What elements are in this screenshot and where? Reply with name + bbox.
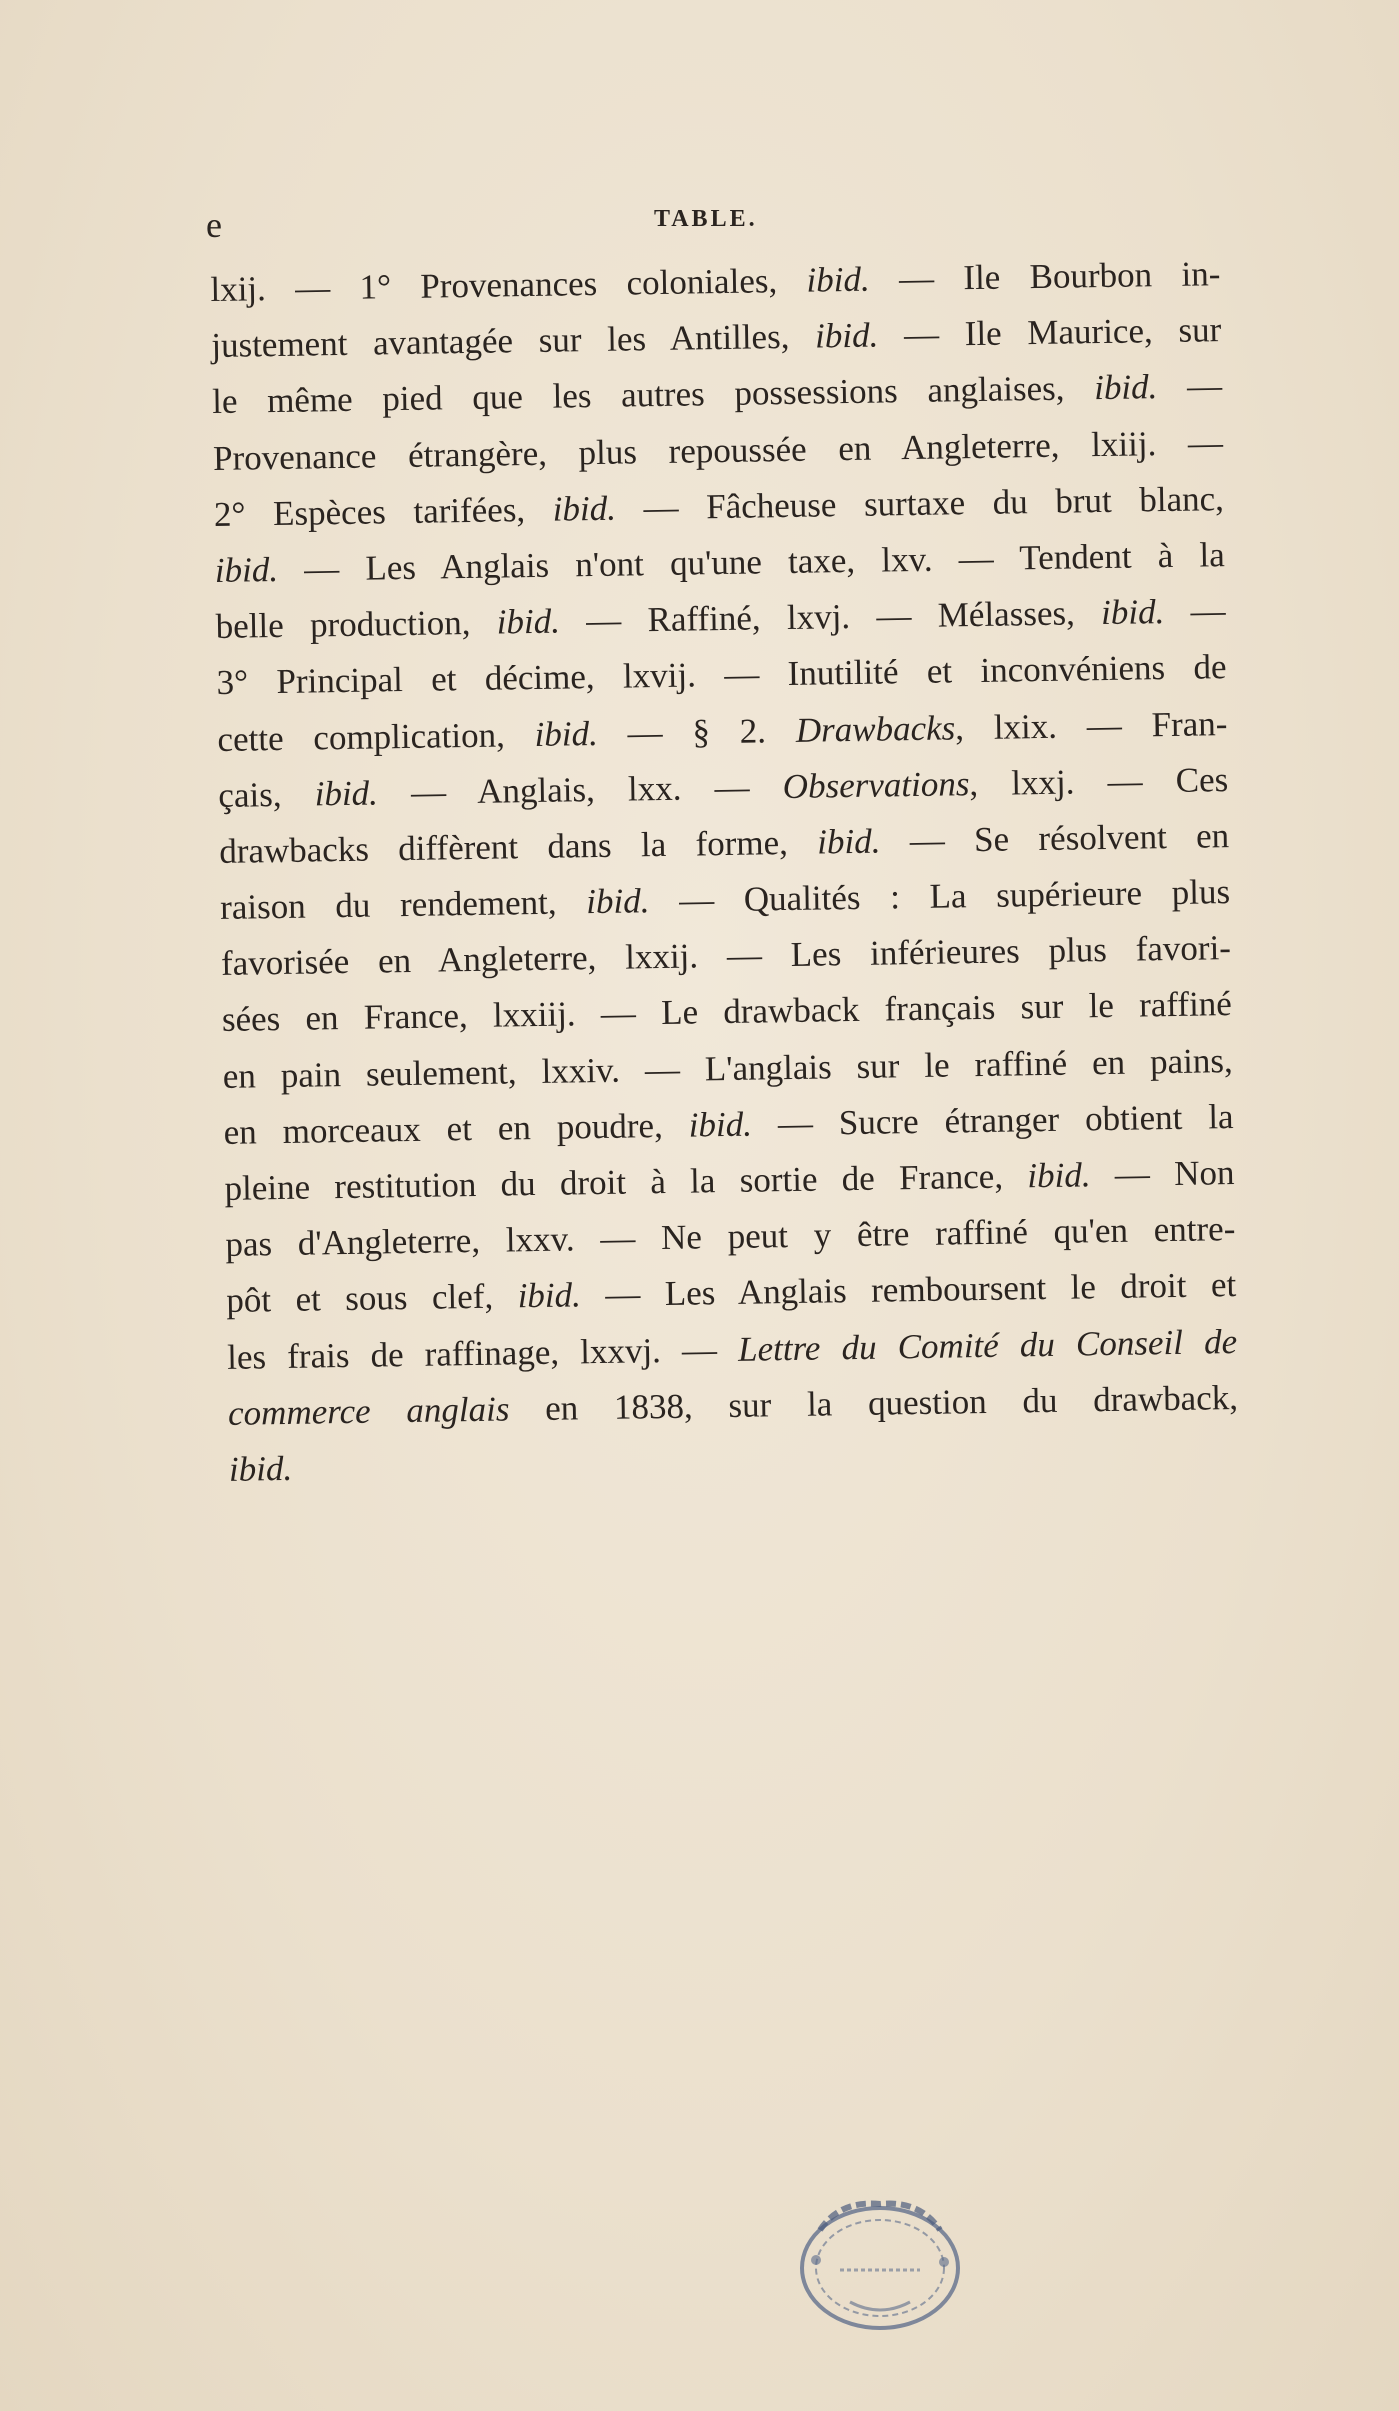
text-segment: cette complication, [217,714,535,759]
italic-reference: Lettre du Comité du Conseil de [737,1321,1238,1369]
italic-reference: ibid. [214,549,279,590]
text-segment: — Ile Maurice, sur [878,310,1222,355]
text-segment: çais, [218,774,315,815]
page-header [206,198,1206,248]
text-segment: — [1163,591,1226,632]
italic-reference: ibid. [806,259,871,300]
text-segment: — Les Anglais n'ont qu'une taxe, lxv. — Tendent à la [277,535,1226,589]
text-segment: — Sucre étranger obtient la [751,1096,1234,1144]
text-segment: — Non [1090,1153,1235,1195]
text-segment: drawbacks diffèrent dans la forme, [218,822,818,871]
text-segment: — [1157,366,1223,407]
text-segment: les frais de raffinage, lxxvj. — [226,1329,739,1377]
text-segment: Provenance étrangère, plus repoussée en Angleterre, lxiij. — [212,422,1224,478]
running-title: TABLE. [654,206,758,232]
text-segment: pôt et sous clef, [226,1276,518,1321]
text-segment: — Anglais, lxx. — [377,766,784,813]
italic-reference: ibid. [228,1448,293,1489]
library-stamp-icon [780,2190,980,2340]
text-segment: , lxxj. — Ces [969,759,1229,803]
text-segment: — Se résolvent en [880,815,1230,861]
text-segment: — Les Anglais remboursent le droit et [580,1265,1237,1315]
table-of-contents-text [210,246,1239,1498]
page-signature-letter: e [206,205,222,245]
text-segment: justement avantagée sur les Antilles, [211,316,816,366]
italic-reference: ibid. [814,315,879,356]
text-segment: 2° Espèces tarifées, [213,489,554,534]
text-segment: belle production, [215,602,498,647]
italic-reference: ibid. [816,821,881,862]
text-segment: lxij. — 1° Provenances coloniales, [210,260,807,309]
italic-reference: ibid. [517,1275,582,1316]
italic-reference: ibid. [534,713,599,754]
italic-reference: ibid. [314,773,379,814]
text-segment: — Fâcheuse surtaxe du brut blanc, [615,478,1225,528]
text-segment: raison du rendement, [219,882,587,927]
italic-reference: ibid. [688,1104,753,1145]
text-segment: sées en France, lxxiij. — Le drawback français sur le raffiné [221,984,1233,1040]
text-segment: , lxix. — Fran- [954,703,1228,747]
italic-reference: ibid. [1093,367,1158,408]
text-segment: pleine restitution du droit à la sortie de France, [224,1156,1028,1208]
text-segment: — Ile Bourbon in- [869,254,1221,299]
text-segment: le même pied que les autres possessions anglaises, [211,368,1095,422]
italic-reference: ibid. [552,488,617,529]
italic-reference: commerce anglais [227,1389,510,1433]
text-segment: — Qualités : La supérieure plus [649,872,1231,921]
italic-reference: ibid. [1100,592,1165,633]
text-segment: — Raffiné, lxvj. — Mélasses, [559,593,1102,641]
italic-reference: ibid. [1027,1155,1091,1196]
italic-reference: Drawbacks [795,707,956,750]
italic-reference: ibid. [496,601,561,642]
italic-reference: Observations [782,763,970,806]
text-segment: pas d'Angleterre, lxxv. — Ne peut y être raffiné qu'en entre- [225,1209,1236,1265]
text-segment: en pain seulement, lxxiv. — L'anglais sur le raffiné en pains, [222,1040,1233,1096]
text-segment: 3° Principal et décime, lxvij. — Inutilité et inconvéniens de [216,647,1227,703]
text-segment: favorisée en Angleterre, lxxij. — Les inférieures plus favori- [220,928,1232,984]
text-segment: — § 2. [597,710,797,753]
text-segment: en 1838, sur la question du drawback, [509,1377,1239,1429]
italic-reference: ibid. [585,881,650,922]
text-segment: en morceaux et en poudre, [223,1105,690,1152]
